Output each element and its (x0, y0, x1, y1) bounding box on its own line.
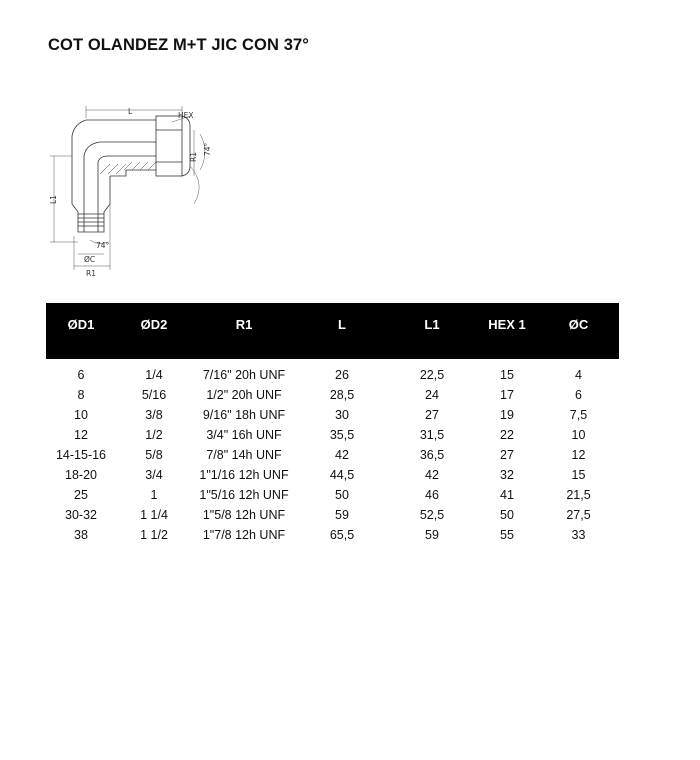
cell-r1: 1/2" 20h UNF (206, 388, 282, 402)
table-row (46, 445, 619, 465)
cell-d1: 18-20 (65, 468, 97, 482)
cell-c: 21,5 (566, 488, 591, 502)
cell-hex1: 22 (500, 428, 514, 442)
cell-r1: 1"7/8 12h UNF (202, 528, 286, 542)
dim-label-r1-side: R1 (189, 152, 198, 162)
table-row (46, 405, 619, 425)
cell-d2: 1/2 (145, 428, 163, 442)
cell-hex1: 41 (500, 488, 514, 502)
cell-c: 10 (571, 428, 586, 442)
cell-c: 33 (571, 528, 586, 542)
cell-d2: 3/4 (145, 468, 163, 482)
cell-l: 65,5 (329, 528, 355, 542)
cell-l: 26 (335, 368, 349, 382)
cell-d1: 38 (74, 528, 88, 542)
cell-l1: 22,5 (419, 368, 445, 382)
dim-label-l1: L1 (49, 195, 58, 204)
cell-d1: 10 (74, 408, 88, 422)
cell-c: 15 (571, 468, 586, 482)
column-header-c: ØC (538, 303, 619, 359)
cell-r1: 1"5/8 12h UNF (202, 508, 286, 522)
table-row (46, 385, 619, 405)
cell-d2: 3/8 (145, 408, 163, 422)
column-header-r1: R1 (192, 303, 296, 359)
table-row (46, 525, 619, 545)
cell-d2: 1/4 (145, 368, 163, 382)
table-row (46, 425, 619, 445)
page-title: COT OLANDEZ M+T JIC CON 37° (48, 36, 309, 54)
cell-d2: 5/8 (145, 448, 163, 462)
column-header-l1: L1 (388, 303, 476, 359)
table-header-row (46, 303, 619, 359)
cell-c: 4 (575, 368, 582, 382)
cell-l1: 52,5 (419, 508, 445, 522)
dim-label-l: L (128, 107, 133, 116)
dim-label-c: ØC (84, 255, 96, 264)
cell-d1: 8 (77, 388, 85, 402)
dim-label-angle-bottom: 74° (96, 241, 110, 250)
cell-hex1: 15 (500, 368, 514, 382)
table-row (46, 359, 619, 385)
dim-label-hex: HEX (178, 111, 194, 120)
cell-c: 6 (575, 388, 582, 402)
cell-r1: 9/16" 18h UNF (202, 408, 286, 422)
cell-d1: 14-15-16 (55, 448, 107, 462)
cell-d1: 12 (74, 428, 88, 442)
cell-c: 12 (571, 448, 586, 462)
column-header-d1: ØD1 (46, 303, 116, 359)
cell-l: 30 (335, 408, 349, 422)
fitting-technical-drawing (44, 104, 234, 280)
cell-c: 27,5 (566, 508, 591, 522)
dimensions-table (46, 303, 619, 545)
cell-d1: 30-32 (65, 508, 97, 522)
cell-hex1: 17 (500, 388, 514, 402)
cell-d2: 1 1/4 (140, 508, 168, 522)
cell-l: 42 (335, 448, 349, 462)
cell-l1: 59 (425, 528, 439, 542)
column-header-d2: ØD2 (116, 303, 192, 359)
cell-l1: 24 (425, 388, 439, 402)
cell-l: 35,5 (329, 428, 355, 442)
column-header-hex1: HEX 1 (476, 303, 538, 359)
cell-l: 28,5 (329, 388, 355, 402)
cell-r1: 3/4" 16h UNF (206, 428, 282, 442)
table-row (46, 465, 619, 485)
cell-l1: 42 (425, 468, 439, 482)
cell-hex1: 27 (500, 448, 514, 462)
cell-r1: 1"5/16 12h UNF (199, 488, 289, 502)
cell-l: 50 (335, 488, 349, 502)
cell-hex1: 32 (500, 468, 514, 482)
cell-l: 59 (335, 508, 349, 522)
cell-l1: 46 (425, 488, 439, 502)
cell-d1: 6 (77, 368, 85, 382)
column-header-l: L (296, 303, 388, 359)
cell-l1: 36,5 (419, 448, 445, 462)
table-row (46, 485, 619, 505)
cell-d1: 25 (74, 488, 88, 502)
cell-r1: 7/16" 20h UNF (202, 368, 286, 382)
cell-hex1: 19 (500, 408, 514, 422)
table-row (46, 505, 619, 525)
cell-l1: 27 (425, 408, 439, 422)
cell-r1: 1"1/16 12h UNF (199, 468, 289, 482)
dim-label-r1-bottom: R1 (86, 269, 96, 278)
dim-label-angle-side: 74° (203, 142, 212, 156)
cell-d2: 5/16 (141, 388, 167, 402)
cell-l1: 31,5 (419, 428, 445, 442)
cell-d2: 1 (150, 488, 158, 502)
cell-c: 7,5 (569, 408, 588, 422)
cell-d2: 1 1/2 (140, 528, 168, 542)
cell-l: 44,5 (329, 468, 355, 482)
cell-hex1: 50 (500, 508, 514, 522)
cell-hex1: 55 (500, 528, 514, 542)
elbow-outline (72, 116, 190, 232)
cell-r1: 7/8" 14h UNF (206, 448, 282, 462)
